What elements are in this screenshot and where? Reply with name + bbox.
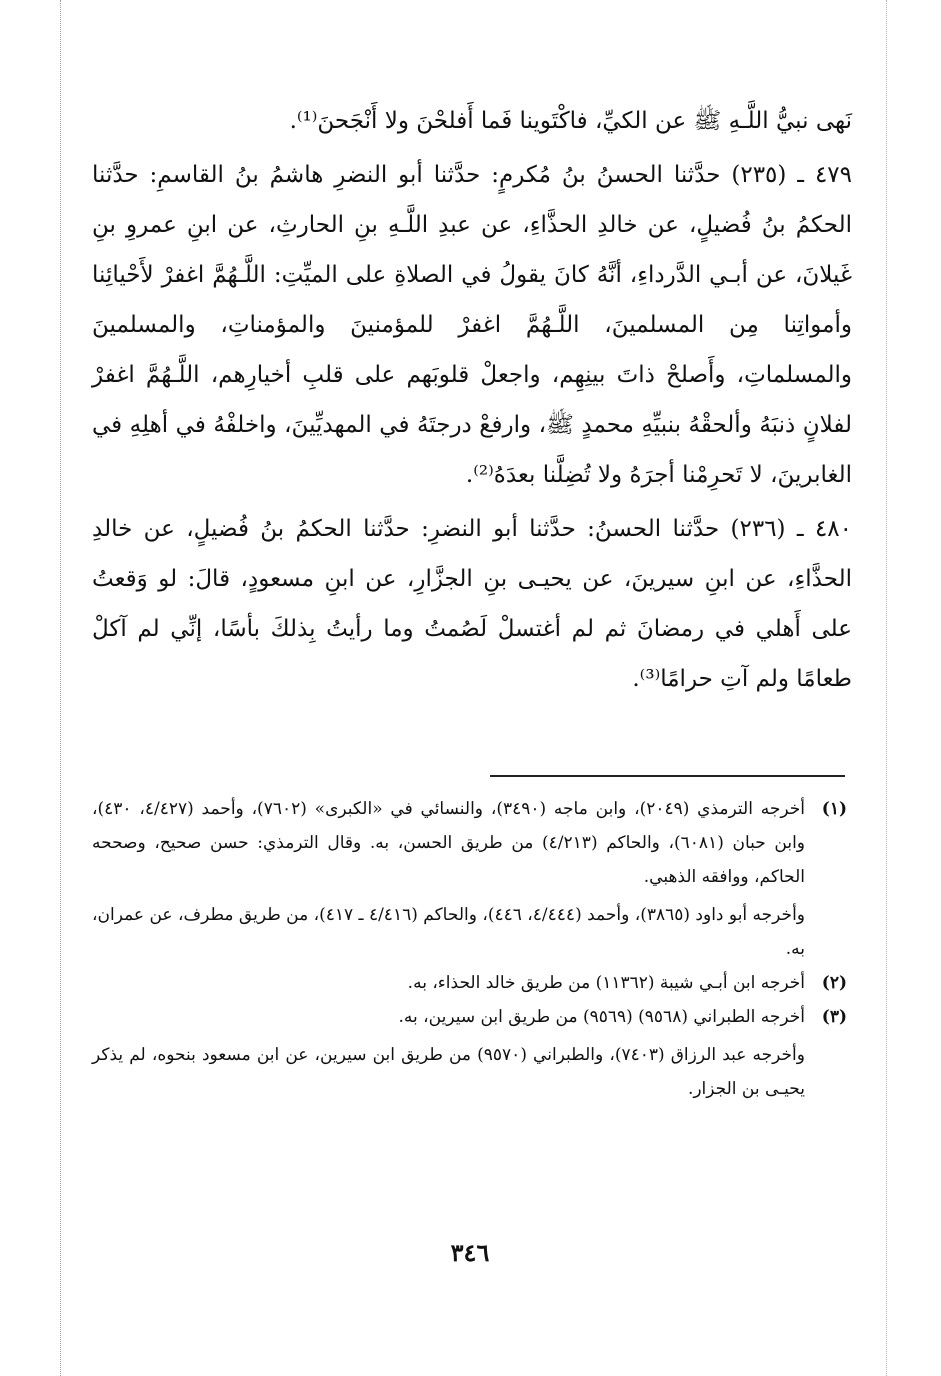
footnote-1-body [92, 792, 805, 966]
footnote-3-continuation: وأخرجه عبد الرزاق (٧٤٠٣)، والطبراني (٩٥٧٠) من طريق ابن سيرين، عن ابن مسعود بنحوه، لم يذكر يحيـى بن الجزار. [92, 1045, 805, 1099]
hadith-480: ٤٨٠ ـ (٢٣٦) حدَّثنا الحسنُ: حدَّثنا أبو النضرِ: حدَّثنا الحكمُ بنُ فُضيلٍ، عن خالدِ الحذَّاءِ، عن ابنِ سيرينَ، عن يحيـى بنِ الجزَّارِ، عن ابنِ مسعودٍ، قالَ: لو وَقعتُ على أَهلي في رمضانَ ثم لم أغتسلْ لَصُمتُ وما رأيتُ بِذلكَ بأسًا، إنِّي لم آكلْ طعامًا ولم آتِ حرامًا⁽³⁾. [92, 516, 853, 692]
footnotes-block [92, 792, 847, 1106]
footnote-2-mark: (٢) [821, 973, 847, 993]
footnote-3 [92, 1000, 847, 1106]
footnote-2-text: أخرجه ابن أبـي شيبة (١١٣٦٢) من طريق خالد الحذاء، به. [407, 973, 805, 993]
main-text-block [92, 96, 852, 708]
scan-margin-line-right [886, 0, 887, 1376]
footnote-2 [92, 966, 847, 1000]
footnote-1-mark: (١) [821, 799, 847, 819]
footnote-1 [92, 792, 847, 966]
footnote-3-mark: (٣) [821, 1007, 847, 1027]
footnote-separator [490, 775, 845, 777]
opening-line: نَهى نبيُّ اللَّـهِ ﷺ عن الكيِّ، فاكْتَوينا فَما أَفلحْنَ ولا أَنْجَحنَ⁽¹⁾. [289, 108, 852, 134]
footnote-1-continuation: وأخرجه أبو داود (٣٨٦٥)، وأحمد (٤/٤٤٤، ٤٤٦)، والحاكم (٤/٤١٦ ـ ٤١٧)، من طريق مطرف، عن عمران، به. [92, 905, 806, 959]
footnote-3-body [92, 1000, 805, 1106]
footnote-3-text: أخرجه الطبراني (٩٥٦٨) (٩٥٦٩) من طريق ابن سيرين، به. [398, 1007, 805, 1027]
footnote-2-body [92, 966, 805, 1000]
hadith-479: ٤٧٩ ـ (٢٣٥) حدَّثنا الحسنُ بنُ مُكرمٍ: حدَّثنا أبو النضرِ هاشمُ بنُ القاسمِ: حدَّثنا الحكمُ بنُ فُضيلٍ، عن خالدِ الحذَّاءِ، عن عبدِ اللَّـهِ بنِ الحارثِ، عن ابنِ عمروِ بنِ غَيلانَ، عن أبـي الدَّرداءِ، أنَّهُ كانَ يقولُ في الصلاةِ على الميِّتِ: اللَّـهُمَّ اغفرْ لأَحْيائِنا وأمواتِنا مِن المسلمينَ، اللَّـهُمَّ اغفرْ للمؤمنينَ والمؤمناتِ، والمسلمينَ والمسلماتِ، وأَصلحْ ذاتَ بينِهِم، واجعلْ قلوبَهم على قلبِ أخيارِهم، اللَّـهُمَّ اغفرْ لفلانٍ ذنبَهُ وألحقْهُ بنبيِّهِ محمدٍ ﷺ، وارفعْ درجتَهُ في المهديِّينَ، واخلفْهُ في أهلِهِ في الغابرينَ، لا تَحرِمْنا أجرَهُ ولا تُضِلَّنا بعدَهُ⁽²⁾. [92, 162, 852, 488]
footnote-1-text: أخرجه الترمذي (٢٠٤٩)، وابن ماجه (٣٤٩٠)، والنسائي في «الكبرى» (٧٦٠٢)، وأحمد (٤/٤٢٧، ٤٣٠)، وابن حبان (٦٠٨١)، والحاكم (٤/٢١٣) من طريق الحسن، به. وقال الترمذي: حسن صحيح، وصححه الحاكم، ووافقه الذهبي. [92, 799, 806, 887]
scan-margin-line-left [60, 0, 61, 1376]
page-number: ٣٤٦ [450, 1238, 490, 1267]
